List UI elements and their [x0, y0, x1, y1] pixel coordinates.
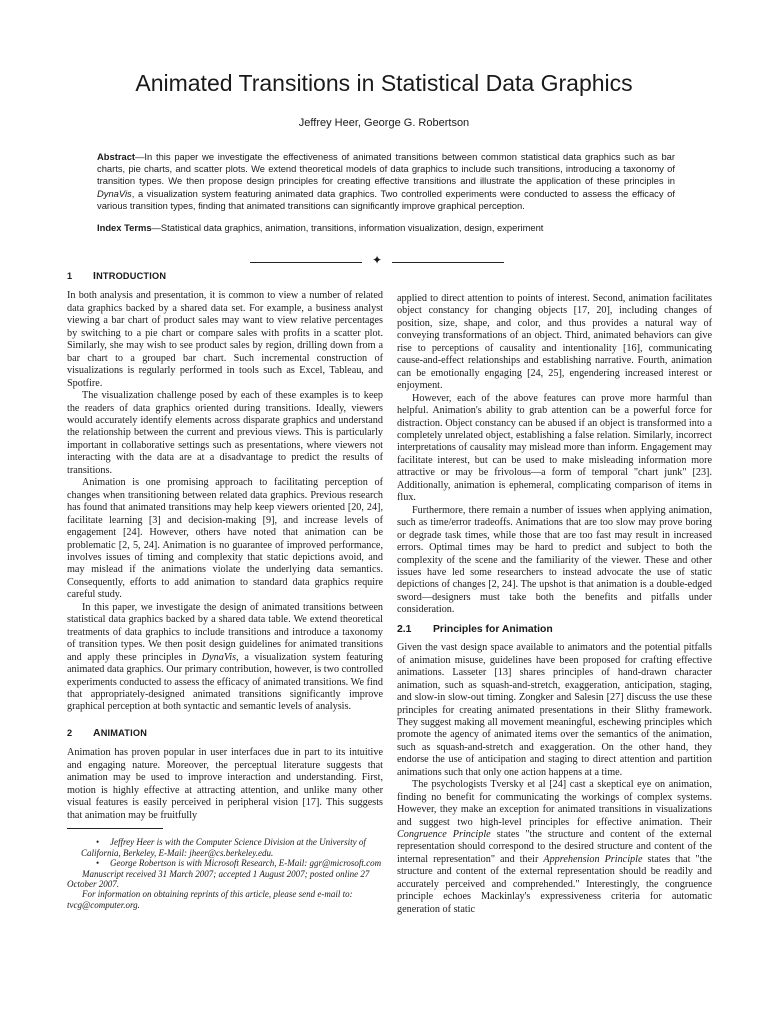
index-terms-label: Index Terms: [97, 222, 152, 233]
paragraph: Animation is one promising approach to facilitating perception of changes when transitioning between related data graphics. Previous research has found that animated transitions may help keep viewers oriented [20, 24], facilitate learning [3] and decision-making [9], and increase levels of engagement [24]. However, others have noted that animation can be problematic [2, 5, 24]. Animation is no guarantee of improved performance, involves issues of timing and complexity that static depictions avoid, and may mislead if the animations violate the underlying data semantics. Consequently, efforts to add animation to standard data graphics require careful study.: [67, 477, 383, 601]
reprints-note: For information on obtaining reprints of this article, please send e-mail to: tvcg@computer.org.: [67, 889, 353, 910]
left-column: [67, 270, 383, 910]
footnote: [67, 837, 383, 858]
paragraph-text: , a visualization system featuring animated data graphics. Our primary contribution, however, is two controlled experiments conducted to assess the efficacy of animated transitions. We find that appropriately-designed animated transitions significantly improve graphical perception at both syntactic and semantic levels of analysis.: [67, 651, 383, 713]
subsection-heading-principles: [397, 624, 712, 636]
footnote-text: George Robertson is with Microsoft Research, E-Mail: ggr@microsoft.com: [110, 858, 382, 869]
paragraph: [397, 779, 712, 916]
paragraph: Given the vast design space available to animators and the potential pitfalls of animation misuse, guidelines have been proposed for crafting effective animations. Lasseter [13] shares principles of hand-drawn character animation, such as squash-and-stretch, exaggeration, anticipation, staging, and slow-in slow-out timing. Zongker and Salesin [27] discuss the use these principles for creating animated presentations in their Slithy framework. They suggest making all movement meaningful, eschewing principles which promote the agency of animated items over the semantics of the animation, such as squash-and-stretch and exaggeration. On the other hand, they endorse the use of anticipation and staging to direct attention and partition animations such that only one action happens at a time.: [397, 642, 712, 778]
divider-star-icon: ✦: [371, 253, 383, 267]
section-heading-introduction: [67, 270, 383, 283]
divider-line-left: [250, 262, 362, 263]
subsection-title: Principles for Animation: [433, 623, 553, 635]
system-name: DynaVis: [201, 651, 237, 663]
paragraph-text: states "the structure and content of the external representation should correspond to the desired structure and content of the internal representation" and their: [397, 829, 713, 865]
bullet-icon: •: [96, 858, 100, 869]
paragraph-text: In this paper, we investigate the design of animated transitions between statistical data graphics backed by a shared data table. We extend theoretical treatments of data graphics to include transitions and introduce a taxonomy of transition types. We then posit design guidelines for animated transitions and apply these principles in: [67, 601, 383, 663]
footnote: [67, 858, 383, 869]
abstract-system-name: DynaVis: [97, 187, 132, 199]
manuscript-note: Manuscript received 31 March 2007; accepted 1 August 2007; posted online 27 October 2007.: [67, 868, 370, 889]
bullet-icon: •: [96, 837, 100, 848]
right-column: [397, 293, 712, 916]
abstract-text: —In this paper we investigate the effectiveness of animated transitions between common statistical data graphics such as bar charts, pie charts, and scatter plots. We extend theoretical models of data graphics to include such transitions, introducing a taxonomy of transition types. We then propose design principles for creating effective transitions and illustrate the application of these principles in: [97, 151, 675, 187]
paragraph: Animation has proven popular in user interfaces due in part to its intuitive and engaging nature. Moreover, the perceptual literature suggests that animation may be used to improve interaction and understanding. First, motion is highly effective at attracting attention, and unlike many other visual features is easily perceived in peripheral vision [17]. This suggests that animation may be fruitfully: [67, 747, 383, 821]
paragraph: However, each of the above features can prove more harmful than helpful. Animation's ability to grab attention can be a powerful force for distraction. Object constancy can be abused if an object is transformed into a completely unrelated object, establishing a false relation. Similarly, incorrect interpretations of causality may mislead more than inform. Engagement may facilitate interest, but can be used to make misleading information more attractive or may be frivolous—a form of temporal "chart junk" [23]. Additionally, animation is ephemeral, complicating comparison of items in flux.: [397, 392, 712, 504]
section-title-rest: NIMATION: [100, 727, 148, 738]
term-congruence-principle: Congruence Principle: [397, 829, 491, 841]
index-terms: [97, 222, 675, 234]
section-title-rest: NTRODUCTION: [96, 271, 167, 281]
abstract-text-end: , a visualization system featuring animated data graphics. Two controlled experiments were conducted to assess the efficacy of various transition types, finding that animated transitions can significantly improve graphical perception.: [97, 187, 675, 211]
paragraph-text: The psychologists Tversky et al [24] cast a skeptical eye on animation, finding no benefit for communicating the workings of complex systems. However, they make an exception for animated transitions in visualizations and suggest two high-level principles for effective animation. Their: [397, 779, 712, 828]
paper-authors: Jeffrey Heer, George G. Robertson: [298, 117, 470, 129]
paragraph: [67, 602, 383, 714]
section-number: 2: [67, 727, 73, 738]
section-number: 1: [67, 271, 73, 281]
section-heading-animation: [67, 727, 383, 740]
section-divider: [250, 253, 504, 268]
section-title-initial: A: [93, 727, 101, 739]
abstract: [97, 151, 675, 212]
paragraph: In both analysis and presentation, it is common to view a number of related data graphics backed by a shared data set. For example, a business analyst viewing a bar chart of product sales may want to view relative percentages by switching to a pie chart or compare sales with profits in a scatter plot. Similarly, she may wish to see product sales by region, drilling down from a bar chart to a grouped bar chart. Such incremental construction of visualizations is regularly performed in tools such as Excel, Tableau, and Spotfire.: [67, 290, 383, 389]
section-title-initial: I: [93, 271, 97, 282]
paper-title: Animated Transitions in Statistical Data Graphics: [135, 70, 633, 96]
paragraph: The visualization challenge posed by each of these examples is to keep the readers of data graphics oriented during transitions. Ideally, viewers would accurately identify elements across disparate graphics and understand the relationship between the current and previous views. This is particularly important in collaborative settings such as presentations, where viewers not interacting with the data are at a disadvantage to predict the results of transitions.: [67, 390, 383, 476]
abstract-label: Abstract: [97, 151, 136, 162]
index-terms-text: —Statistical data graphics, animation, transitions, information visualization, design, experiment: [151, 222, 544, 233]
term-apprehension-principle: Apprehension Principle: [543, 853, 643, 865]
paragraph: Furthermore, there remain a number of issues when applying animation, such as time/error tradeoffs. Animations that are too slow may prove boring or degrade task times, while those that are too fast may result in increased errors. Optimal times may be hard to predict and subject to both the complexity of the scene and the familiarity of the viewer. These and other issues have led some researchers to instead advocate the use of static depictions of changes [2, 24]. The upshot is that animation is a double-edged sword—designers must take both the benefits and pitfalls under consideration.: [397, 504, 712, 616]
divider-line-right: [392, 262, 504, 263]
footnote-rule: [67, 828, 163, 829]
subsection-number: 2.1: [397, 623, 412, 635]
footnote-text: Jeffrey Heer is with the Computer Science Division at the University of California, Berkeley, E-Mail: jheer@cs.berkeley.edu.: [81, 837, 366, 858]
paragraph-text: states that "the structure and content of the external representation should be readily and accurately perceived and comprehended." Interestingly, the congruence principle echoes Mackinlay's expressiveness criteria for automatic generation of static: [397, 853, 712, 915]
paragraph: applied to direct attention to points of interest. Second, animation facilitates object constancy for changing objects [17, 20], including changes of position, size, shape, and color, and thus provides a natural way of conveying transformations of an object. Third, animated behaviors can give rise to perceptions of causality and intentionality [16], communicating cause-and-effect relationships and establishing narrative. Fourth, animation can be emotionally engaging [24, 25], engendering increased interest or enjoyment.: [397, 293, 712, 392]
